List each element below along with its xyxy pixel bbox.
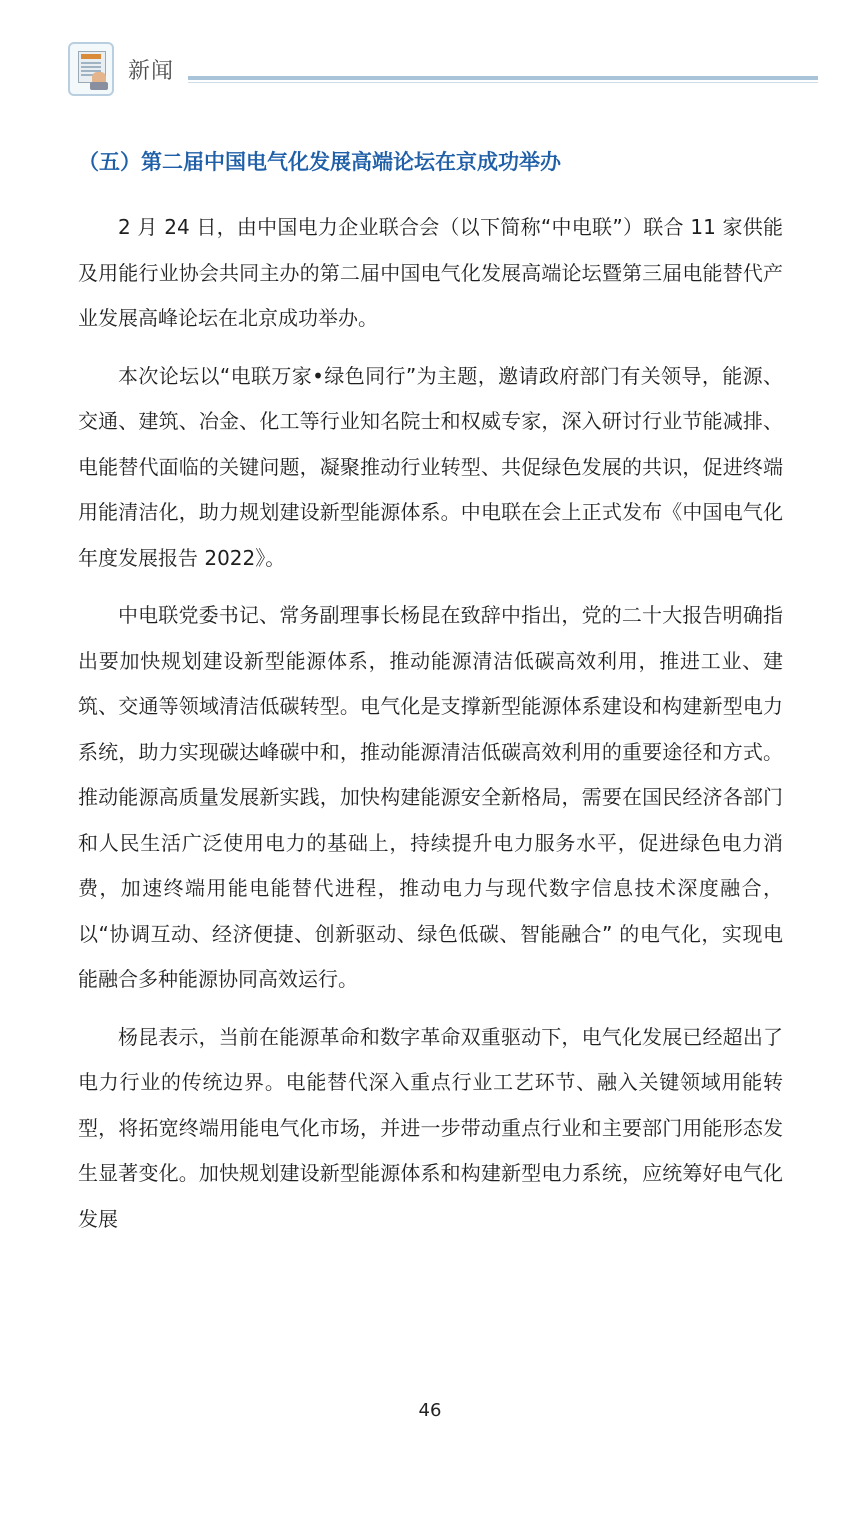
page-header	[68, 42, 818, 102]
paragraph: 中电联党委书记、常务副理事长杨昆在致辞中指出，党的二十大报告明确指出要加快规划建设新型能源体系，推动能源清洁低碳高效利用，推进工业、建筑、交通等领域清洁低碳转型。电气化是支撑新型能源体系建设和构建新型电力系统，助力实现碳达峰碳中和，推动能源清洁低碳高效利用的重要途径和方式。推动能源高质量发展新实践，加快构建能源安全新格局，需要在国民经济各部门和人民生活广泛使用电力的基础上，持续提升电力服务水平，促进绿色电力消费，加速终端用能电能替代进程，推动电力与现代数字信息技术深度融合，以“协调互动、经济便捷、创新驱动、绿色低碳、智能融合” 的电气化，实现电能融合多种能源协同高效运行。	[78, 603, 783, 991]
paragraph: 本次论坛以“电联万家•绿色同行”为主题，邀请政府部门有关领导，能源、交通、建筑、冶金、化工等行业知名院士和权威专家，深入研讨行业节能减排、电能替代面临的关键问题，凝聚推动行业转型、共促绿色发展的共识，促进终端用能清洁化，助力规划建设新型能源体系。中电联在会上正式发布《中国电气化年度发展报告 2022》。	[78, 363, 783, 570]
article-body	[78, 205, 783, 1254]
header-divider-thin	[188, 82, 818, 83]
header-divider	[188, 76, 818, 80]
newspaper-icon	[68, 42, 114, 96]
page-number: 46	[418, 1400, 442, 1421]
section-label: 新闻	[128, 59, 175, 84]
paragraph: 杨昆表示，当前在能源革命和数字革命双重驱动下，电气化发展已经超出了电力行业的传统边界。电能替代深入重点行业工艺环节、融入关键领域用能转型，将拓宽终端用能电气化市场，并进一步带动重点行业和主要部门用能形态发生显著变化。加快规划建设新型能源体系和构建新型电力系统，应统筹好电气化发展	[78, 1024, 783, 1231]
article-heading: （五）第二届中国电气化发展高端论坛在京成功举办	[78, 150, 561, 174]
paragraph: 2 月 24 日，由中国电力企业联合会（以下简称“中电联”）联合 11 家供能及用能行业协会共同主办的第二届中国电气化发展高端论坛暨第三届电能替代产业发展高峰论坛在北京成功举办。	[78, 215, 783, 330]
